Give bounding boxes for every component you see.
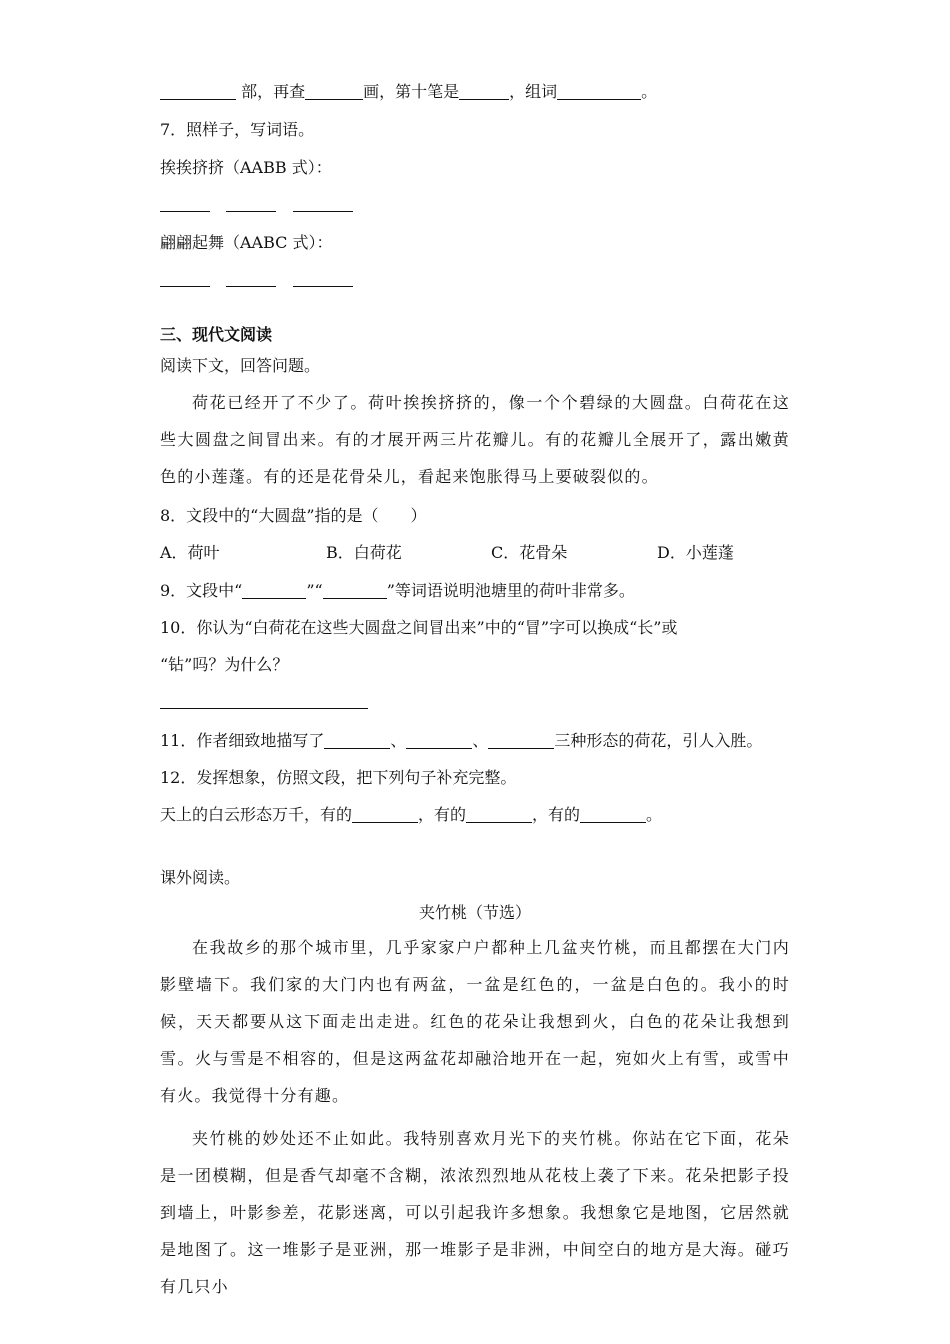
q10-line-2: “钻”吗？为什么？ [160, 655, 289, 674]
q12-prompt: 12．发挥想象，仿照文段，把下列句子补充完整。 [160, 768, 517, 787]
q9-text-1: 9．文段中“ [160, 581, 243, 600]
q11-sep: 、 [390, 731, 407, 750]
answer-line[interactable] [160, 211, 210, 212]
q8-stem: 8．文段中的“大圆盘”指的是（ ） [160, 506, 427, 525]
q12-text-2: ，有的 [532, 805, 581, 824]
answer-blank[interactable] [406, 732, 472, 749]
option-b[interactable]: B．白荷花 [326, 543, 402, 562]
answer-blank[interactable] [466, 806, 532, 823]
answer-blank[interactable] [557, 83, 641, 100]
q6-line [160, 82, 657, 102]
q11-text-2: 三种形态的荷花，引人入胜。 [554, 731, 763, 750]
passage-paragraph-2: 夹竹桃的妙处还不止如此。我特别喜欢月光下的夹竹桃。你站在它下面，花朵是一团模糊，但是香气却毫不含糊，浓浓烈烈地从花枝上袭了下来。花朵把影子投到墙上，叶影参差，花影迷离，可以引起我许多想象。我想象它是地图，它居然就是地图了。这一堆影子是亚洲，那一堆影子是非洲，中间空白的地方是大海。碰巧有几只小 [160, 1129, 790, 1296]
reading-passage: 荷花已经开了不少了。荷叶挨挨挤挤的，像一个个碧绿的大圆盘。白荷花在这些大圆盘之间冒出来。有的才展开两三片花瓣儿。有的花瓣儿全展开了，露出嫩黄色的小莲蓬。有的还是花骨朵儿，看起来饱胀得马上要破裂似的。 [160, 393, 790, 486]
q6-text-3: ，组词 [509, 82, 558, 101]
answer-line[interactable] [226, 211, 276, 212]
option-c[interactable]: C．花骨朵 [491, 543, 568, 562]
passage-paragraph-1: 在我故乡的那个城市里，几乎家家户户都种上几盆夹竹桃，而且都摆在大门内影壁墙下。我们家的大门内也有两盆，一盆是红色的，一盆是白色的。我小的时候，天天都要从这下面走出走进。红色的花朵让我想到火，白色的花朵让我想到雪。火与雪是不相容的，但是这两盆花却融洽地开在一起，宛如火上有雪，或雪中有火。我觉得十分有趣。 [160, 938, 790, 1105]
q10-line-1: 10．你认为“白荷花在这些大圆盘之间冒出来”中的“冒”字可以换成“长”或 [160, 618, 678, 637]
extra-reading-label: 课外阅读。 [160, 868, 241, 887]
q9-line [160, 581, 635, 601]
q12-text-2: ，有的 [418, 805, 467, 824]
answer-line[interactable] [160, 708, 368, 709]
answer-blank[interactable] [242, 582, 306, 599]
answer-line[interactable] [226, 286, 276, 287]
q7-example-1: 挨挨挤挤（AABB 式）： [160, 158, 332, 177]
reading-instruction: 阅读下文，回答问题。 [160, 356, 321, 375]
q6-text-1: 部，再查 [241, 82, 306, 101]
section-heading: 三、现代文阅读 [160, 325, 273, 344]
answer-blank[interactable] [459, 83, 509, 100]
option-d[interactable]: D．小莲蓬 [657, 543, 734, 562]
q12-text-1: 天上的白云形态万千，有的 [160, 805, 353, 824]
answer-blank[interactable] [323, 582, 387, 599]
q9-text-3: ”等词语说明池塘里的荷叶非常多。 [386, 581, 635, 600]
answer-blank[interactable] [305, 83, 363, 100]
answer-blank[interactable] [160, 83, 236, 100]
q7-example-2: 翩翩起舞（AABC 式）： [160, 233, 333, 252]
q12-sentence [160, 805, 662, 825]
passage-title: 夹竹桃（节选） [418, 903, 531, 922]
answer-blank[interactable] [324, 732, 390, 749]
q12-text-3: 。 [646, 805, 663, 824]
q7-prompt: 7．照样子，写词语。 [160, 120, 315, 139]
answer-line[interactable] [160, 286, 210, 287]
answer-blank[interactable] [488, 732, 554, 749]
q6-text-2: 画，第十笔是 [363, 82, 460, 101]
q9-text-2: ”“ [306, 581, 323, 600]
q6-text-4: 。 [641, 82, 658, 101]
answer-blank[interactable] [352, 806, 418, 823]
answer-blank[interactable] [580, 806, 646, 823]
option-a[interactable]: A．荷叶 [160, 543, 220, 562]
answer-line[interactable] [293, 286, 353, 287]
q11-line [160, 731, 762, 751]
answer-line[interactable] [293, 211, 353, 212]
q11-text-1: 11．作者细致地描写了 [160, 731, 325, 750]
q11-sep: 、 [472, 731, 489, 750]
